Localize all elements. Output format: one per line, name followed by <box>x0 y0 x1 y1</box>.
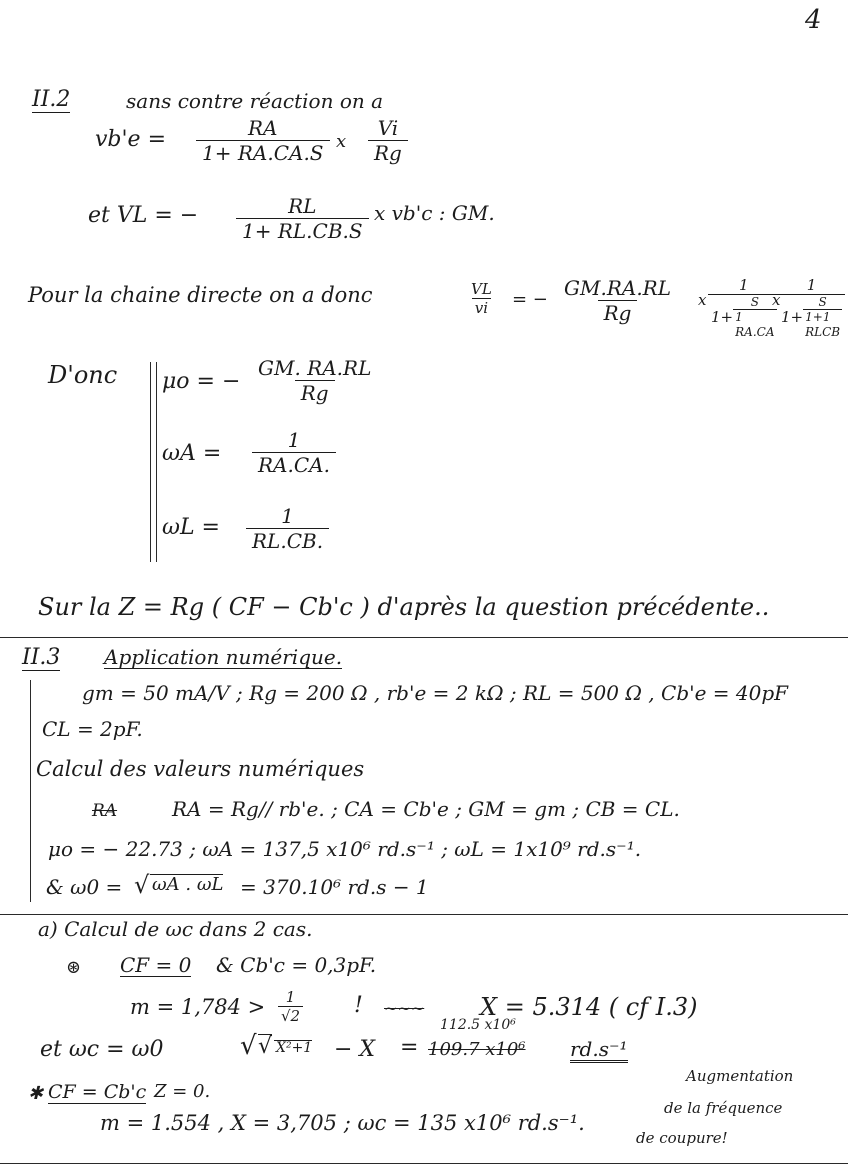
pole-a-subfraction <box>733 295 776 339</box>
donc-label: D'onc <box>48 361 118 389</box>
w0-root: ωA . ωL <box>152 874 224 895</box>
vbc-lhs: vb'e = <box>95 127 167 152</box>
pole-l-fraction <box>778 276 845 339</box>
params-line-1: gm = 50 mA/V ; Rg = 200 Ω , rb'e = 2 kΩ ; RL = 500 Ω , Cb'e = 40pF <box>82 681 789 705</box>
wa-den: RA.CA. <box>252 452 336 477</box>
sur-la-line: Sur la Z = Rg ( CF − Cb'c ) d'après la question précédente.. <box>38 593 770 621</box>
vi-fraction <box>368 116 408 165</box>
wa-num: 1 <box>287 428 301 452</box>
vi-numerator: Vi <box>377 116 399 140</box>
calc-title: Calcul des valeurs numériques <box>36 757 365 781</box>
vbc-fraction <box>196 116 330 165</box>
pole-a-fraction <box>708 276 780 339</box>
section-bracket <box>30 680 31 902</box>
m-line: m = 1,784 > <box>130 995 266 1019</box>
wc-unit: rd.s⁻¹ <box>570 1037 628 1061</box>
chain-ratio-den: vi <box>472 298 491 317</box>
mu-fraction <box>252 356 377 405</box>
wc-radical-outer: √ <box>240 1031 257 1061</box>
chain-times-2: x <box>772 291 781 309</box>
case2-mark: ✱ <box>28 1083 44 1104</box>
pole-a-den <box>708 291 781 339</box>
section-heading-ii3: II.3 <box>22 645 61 670</box>
wa-lhs: ωA = <box>162 441 222 466</box>
part-a-title: a) Calcul de ωc dans 2 cas. <box>38 917 313 941</box>
vbc-numerator: RA <box>248 116 278 140</box>
chain-times-1: x <box>698 291 707 309</box>
pole-l-sub-num: S <box>818 295 827 309</box>
pole-l-subfraction <box>803 295 842 339</box>
pole-a-sub-den-2: RA.CA <box>735 324 775 339</box>
struck-scribble: ~~~ <box>384 999 425 1018</box>
wl-fraction <box>246 504 329 553</box>
w0-pre: & ω0 = <box>46 875 123 899</box>
vl-fraction <box>236 194 369 243</box>
mu-den: Rg <box>295 380 335 405</box>
separator-2 <box>0 914 848 915</box>
page-number: 4 <box>805 5 822 35</box>
vl-rhs: x vb'c : GM. <box>374 201 495 225</box>
chain-eq: = − <box>512 289 548 310</box>
case1-rest: & Cb'c = 0,3pF. <box>216 953 377 977</box>
pole-l-den-pre: 1+ <box>781 308 804 327</box>
pole-a-sub-num: S <box>750 295 759 309</box>
wc-struck-value: 109.7 x10⁶ <box>428 1039 526 1060</box>
vl-denominator: 1+ RL.CB.S <box>236 218 369 243</box>
note-line-2: de la fréquence <box>664 1099 783 1117</box>
pole-a-num: 1 <box>738 276 749 294</box>
pole-a-den-pre: 1+ <box>711 308 734 327</box>
separator-1 <box>0 637 848 638</box>
mu-lhs: μo = − <box>162 369 241 394</box>
vi-denominator: Rg <box>368 140 408 165</box>
section-title-ii3: Application numérique. <box>104 645 343 669</box>
chain-ratio <box>468 280 495 317</box>
note-line-1: Augmentation <box>686 1067 794 1085</box>
wc-equals: = <box>400 1035 419 1060</box>
case1-mark: ⊛ <box>66 957 82 978</box>
chain-gain-den: Rg <box>598 300 638 325</box>
system-brace-1 <box>150 362 151 562</box>
case2-results: m = 1.554 , X = 3,705 ; ωc = 135 x10⁶ rd.s⁻¹. <box>100 1111 585 1135</box>
case2-rest: Z = 0. <box>154 1081 211 1102</box>
x-value: X = 5.314 ( cf I.3) <box>480 993 698 1021</box>
m-fraction <box>278 988 303 1025</box>
wc-correction: 112.5 x10⁶ <box>440 1017 516 1033</box>
pole-l-sub-den-1: 1+1 <box>805 310 831 325</box>
wc-minus-x: − X <box>334 1037 376 1062</box>
results-line: μo = − 22.73 ; ωA = 137,5 x10⁶ rd.s⁻¹ ; ωL = 1x10⁹ rd.s⁻¹. <box>48 837 642 861</box>
pole-l-sub-den <box>803 309 842 339</box>
wc-pre: et ωc = ω0 <box>40 1037 164 1062</box>
chain-text: Pour la chaine directe on a donc <box>28 283 373 307</box>
params-line-2: CL = 2pF. <box>42 717 143 741</box>
assignments-line: RA = Rg// rb'e. ; CA = Cb'e ; GM = gm ; CB = CL. <box>172 797 680 821</box>
chain-ratio-num: VL <box>471 280 492 298</box>
struck-word: RA <box>92 801 118 821</box>
pole-l-sub-den-2: RLCB <box>805 324 841 339</box>
wc-radical-inner: √ <box>258 1034 273 1059</box>
wl-lhs: ωL = <box>162 515 220 540</box>
note-line-3: de coupure! <box>636 1129 728 1147</box>
wl-num: 1 <box>281 504 294 528</box>
intro-text: sans contre réaction on a <box>126 89 384 113</box>
pole-l-num: 1 <box>806 276 817 294</box>
case1-condition: CF = 0 <box>120 953 192 977</box>
wa-fraction <box>252 428 336 477</box>
wl-den: RL.CB. <box>246 528 329 553</box>
bang: ! <box>354 993 363 1018</box>
wc-root-inner: X²+1 <box>276 1040 313 1056</box>
mu-num: GM. RA.RL <box>258 356 372 380</box>
vl-lhs: et VL = − <box>88 203 199 228</box>
vl-numerator: RL <box>288 194 317 218</box>
vbc-denominator: 1+ RA.CA.S <box>196 140 330 165</box>
w0-post: = 370.10⁶ rd.s − 1 <box>240 875 429 899</box>
pole-a-sub-den-1: 1 <box>735 310 743 325</box>
system-brace-2 <box>156 362 157 562</box>
section-heading-ii2: II.2 <box>32 87 71 112</box>
pole-a-sub-den <box>733 309 776 339</box>
chain-gain-num: GM.RA.RL <box>564 276 672 300</box>
pole-l-den <box>778 294 845 339</box>
bottom-edge <box>0 1163 848 1164</box>
times-sign: x <box>336 131 347 152</box>
m-frac-den: √2 <box>278 1006 303 1025</box>
m-frac-num: 1 <box>285 988 296 1006</box>
w0-radical-sign: √ <box>134 871 150 899</box>
case2-condition: CF = Cb'c <box>48 1081 147 1103</box>
chain-gain-fraction <box>558 276 677 325</box>
